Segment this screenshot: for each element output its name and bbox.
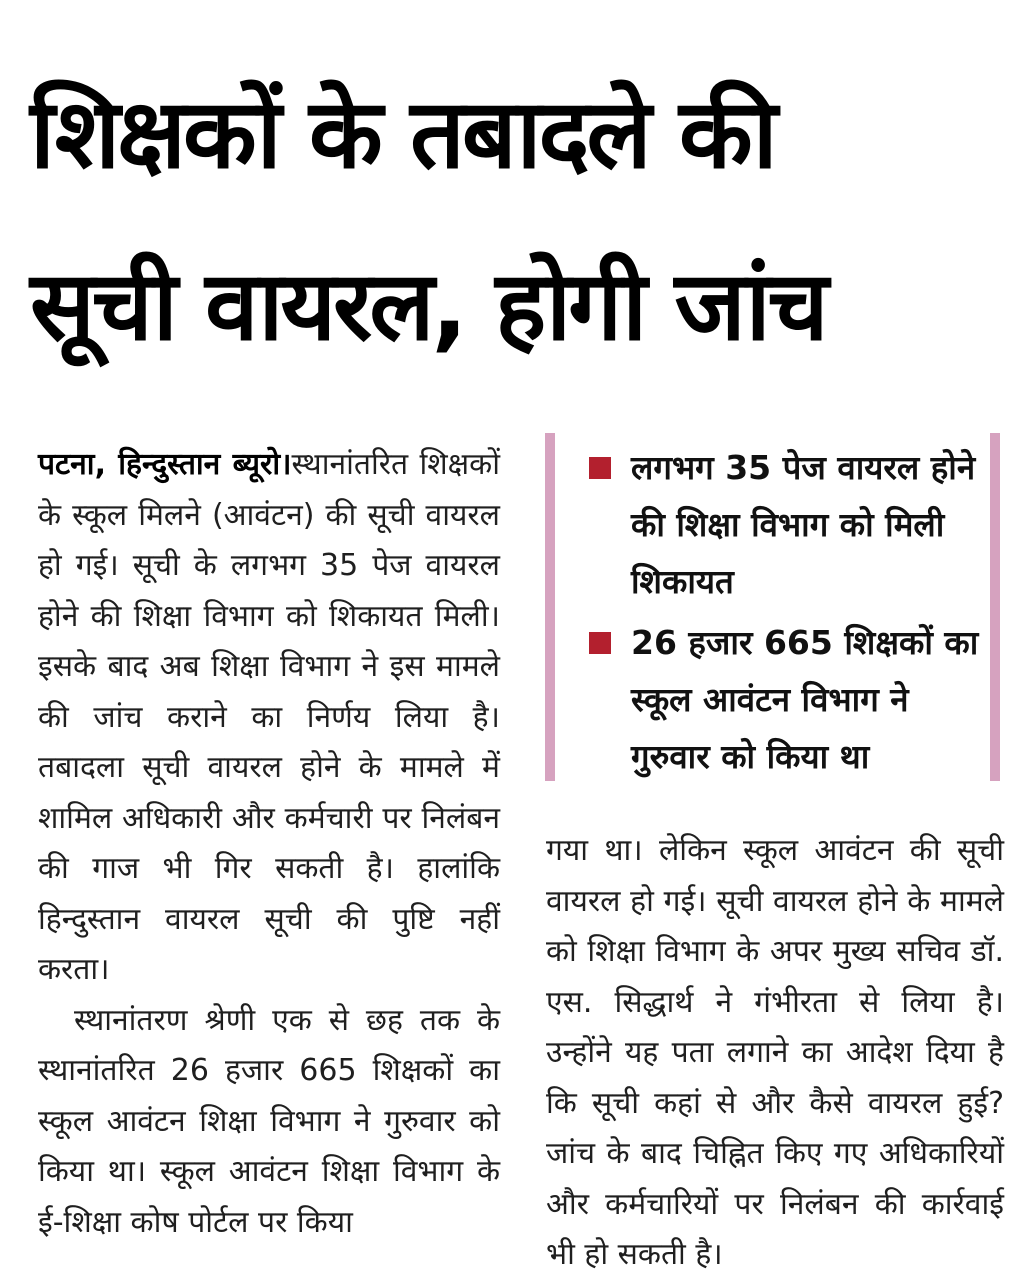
article-paragraph-2: स्थानांतरण श्रेणी एक से छह तक के स्थानांतरित 26 हजार 665 शिक्षकों का स्कूल आवंटन शिक्षा विभाग ने गुरुवार को किया था। स्कूल आवंटन शिक्षा विभाग के ई-शिक्षा कोष पोर्टल पर किया (38, 1002, 500, 1240)
article-column-left (38, 440, 500, 1248)
headline-line-2: सूची वायरल, होगी जांच (30, 250, 826, 362)
highlight-box-left-bar (545, 433, 555, 781)
square-bullet-icon (589, 632, 611, 654)
highlight-point (575, 439, 980, 610)
article-paragraph-1 (38, 440, 500, 996)
highlight-point (575, 614, 980, 785)
highlight-box (545, 433, 1000, 781)
highlight-text: लगभग 35 पेज वायरल होने की शिक्षा विभाग को मिली शिकायत (631, 448, 976, 601)
highlight-text: 26 हजार 665 शिक्षकों का स्कूल आवंटन विभाग ने गुरुवार को किया था (631, 623, 979, 776)
article-paragraph-1-text: स्थानांतरित शिक्षकों के स्कूल मिलने (आवंटन) की सूची वायरल हो गई। सूची के लगभग 35 पेज वायरल होने की शिक्षा विभाग को शिकायत मिली। इसके बाद अब शिक्षा विभाग ने इस मामले की जांच कराने का निर्णय लिया है। तबादला सूची वायरल होने के मामले में शामिल अधिकारी और कर्मचारी पर निलंबन की गाज भी गिर सकती है। हालांकि हिन्दुस्तान वायरल सूची की पुष्टि नहीं करता। (38, 447, 500, 987)
square-bullet-icon (589, 457, 611, 479)
headline-line-1: शिक्षकों के तबादले की (30, 78, 775, 190)
article-paragraph-3: गया था। लेकिन स्कूल आवंटन की सूची वायरल हो गई। सूची वायरल होने के मामले को शिक्षा विभाग के अपर मुख्य सचिव डॉ. एस. सिद्धार्थ ने गंभीरता से लिया है। उन्होंने यह पता लगाने का आदेश दिया है कि सूची कहां से और कैसे वायरल हुई? जांच के बाद चिह्नित किए गए अधिकारियों और कर्मचारियों पर निलंबन की कार्रवाई भी हो सकती है। (546, 833, 1004, 1272)
dateline: पटना, हिन्दुस्तान ब्यूरो। (38, 447, 292, 482)
headline (30, 48, 1015, 392)
highlight-list (575, 439, 980, 789)
article-column-right (546, 826, 1004, 1281)
highlight-box-right-bar (990, 433, 1000, 781)
